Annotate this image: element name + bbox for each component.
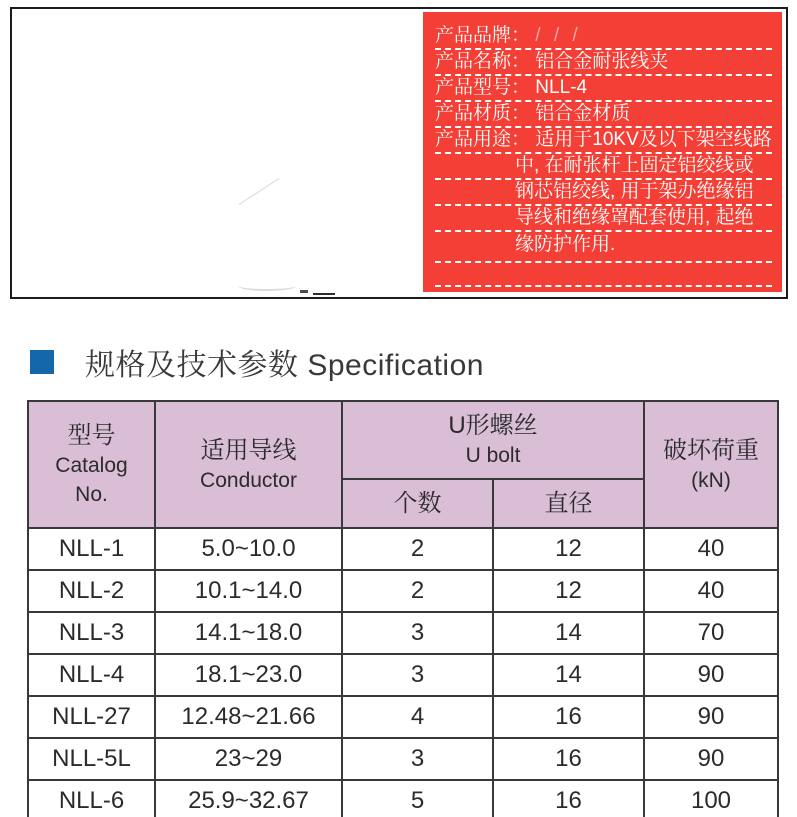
cell-conductor: 5.0~10.0 bbox=[155, 528, 342, 570]
product-name-value: 铝合金耐张线夹 bbox=[535, 51, 669, 72]
product-material-row bbox=[435, 102, 772, 128]
cell-model: NLL-4 bbox=[28, 654, 155, 696]
product-usage-line: 缘防护作用. bbox=[515, 234, 616, 255]
cell-conductor: 18.1~23.0 bbox=[155, 654, 342, 696]
col-header-ubolt-diameter bbox=[493, 479, 644, 528]
cell-ubolt-diameter: 14 bbox=[493, 654, 644, 696]
col-header-model-en1: Catalog bbox=[55, 454, 128, 477]
product-usage-line: 导线和绝缘罩配套使用, 起绝 bbox=[435, 206, 772, 232]
product-info-panel bbox=[423, 12, 782, 292]
cell-ubolt-count: 3 bbox=[342, 738, 493, 780]
cell-conductor: 14.1~18.0 bbox=[155, 612, 342, 654]
cell-load: 90 bbox=[644, 696, 778, 738]
col-header-model bbox=[28, 401, 155, 528]
table-row bbox=[28, 780, 778, 817]
cell-ubolt-count: 2 bbox=[342, 570, 493, 612]
cell-model: NLL-2 bbox=[28, 570, 155, 612]
watermark-smudge-mark bbox=[238, 281, 296, 291]
table-row bbox=[28, 654, 778, 696]
cell-load: 40 bbox=[644, 528, 778, 570]
product-name-row bbox=[435, 50, 772, 76]
table-row bbox=[28, 696, 778, 738]
cell-model: NLL-3 bbox=[28, 612, 155, 654]
cell-model: NLL-27 bbox=[28, 696, 155, 738]
product-usage-line: 中, 在耐张杆上固定铝绞线或 bbox=[435, 154, 772, 180]
table-row bbox=[28, 738, 778, 780]
specification-table bbox=[27, 400, 779, 817]
header-row-top bbox=[28, 401, 778, 479]
col-header-ubolt-count-zh: 个数 bbox=[393, 490, 442, 517]
product-usage-label: 产品用途： bbox=[435, 129, 531, 150]
product-name-label: 产品名称： bbox=[435, 51, 531, 72]
product-model-row bbox=[435, 76, 772, 102]
cell-model: NLL-6 bbox=[28, 780, 155, 817]
product-material-value: 铝合金材质 bbox=[535, 103, 631, 124]
watermark-dash-mark bbox=[300, 290, 308, 293]
cell-model: NLL-5L bbox=[28, 738, 155, 780]
section-header bbox=[30, 340, 484, 384]
table-row bbox=[28, 612, 778, 654]
cell-load: 90 bbox=[644, 738, 778, 780]
product-brand-label: 产品品牌： bbox=[435, 25, 531, 46]
cell-ubolt-count: 2 bbox=[342, 528, 493, 570]
cell-ubolt-count: 3 bbox=[342, 654, 493, 696]
cell-ubolt-diameter: 16 bbox=[493, 780, 644, 817]
cell-load: 90 bbox=[644, 654, 778, 696]
col-header-model-zh: 型号 bbox=[67, 422, 116, 449]
specification-table-wrap bbox=[27, 400, 779, 817]
col-header-load-unit: (kN) bbox=[691, 468, 731, 492]
col-header-ubolt-zh: U形螺丝 bbox=[448, 412, 538, 439]
product-model-label: 产品型号： bbox=[435, 77, 531, 98]
product-model-value: NLL-4 bbox=[535, 77, 588, 98]
col-header-ubolt-diameter-zh: 直径 bbox=[544, 490, 593, 517]
product-image-box bbox=[10, 7, 788, 299]
cell-load: 100 bbox=[644, 780, 778, 817]
col-header-load bbox=[644, 401, 778, 528]
cell-ubolt-count: 3 bbox=[342, 612, 493, 654]
col-header-ubolt bbox=[342, 401, 644, 479]
col-header-model-en2: No. bbox=[75, 483, 108, 506]
section-title: 规格及技术参数 Specification bbox=[85, 349, 484, 382]
ruled-line bbox=[435, 263, 772, 287]
col-header-conductor-zh: 适用导线 bbox=[200, 436, 297, 464]
col-header-ubolt-count bbox=[342, 479, 493, 528]
product-brand-row bbox=[435, 24, 772, 50]
table-row bbox=[28, 528, 778, 570]
product-brand-value: / / / bbox=[535, 25, 582, 46]
cell-load: 70 bbox=[644, 612, 778, 654]
cell-ubolt-diameter: 16 bbox=[493, 738, 644, 780]
col-header-conductor-en: Conductor bbox=[200, 468, 297, 492]
product-usage-row bbox=[435, 128, 772, 154]
cell-ubolt-diameter: 12 bbox=[493, 528, 644, 570]
watermark-dash-mark bbox=[313, 293, 335, 295]
cell-ubolt-diameter: 14 bbox=[493, 612, 644, 654]
product-material-label: 产品材质： bbox=[435, 103, 531, 124]
watermark-diagonal-mark bbox=[239, 178, 280, 205]
cell-ubolt-diameter: 12 bbox=[493, 570, 644, 612]
cell-ubolt-diameter: 16 bbox=[493, 696, 644, 738]
cell-load: 40 bbox=[644, 570, 778, 612]
col-header-conductor bbox=[155, 401, 342, 528]
cell-ubolt-count: 4 bbox=[342, 696, 493, 738]
cell-conductor: 23~29 bbox=[155, 738, 342, 780]
cell-model: NLL-1 bbox=[28, 528, 155, 570]
cell-conductor: 25.9~32.67 bbox=[155, 780, 342, 817]
cell-conductor: 12.48~21.66 bbox=[155, 696, 342, 738]
col-header-load-zh: 破坏荷重 bbox=[663, 436, 759, 464]
product-usage-line: 钢芯铝绞线, 用于架办绝缘铝 bbox=[435, 180, 772, 206]
cell-conductor: 10.1~14.0 bbox=[155, 570, 342, 612]
table-row bbox=[28, 570, 778, 612]
cell-ubolt-count: 5 bbox=[342, 780, 493, 817]
blue-square-bullet bbox=[30, 350, 54, 374]
product-usage-line: 适用于10KV及以下架空线路 bbox=[535, 129, 772, 150]
col-header-ubolt-en: U bolt bbox=[465, 444, 521, 467]
